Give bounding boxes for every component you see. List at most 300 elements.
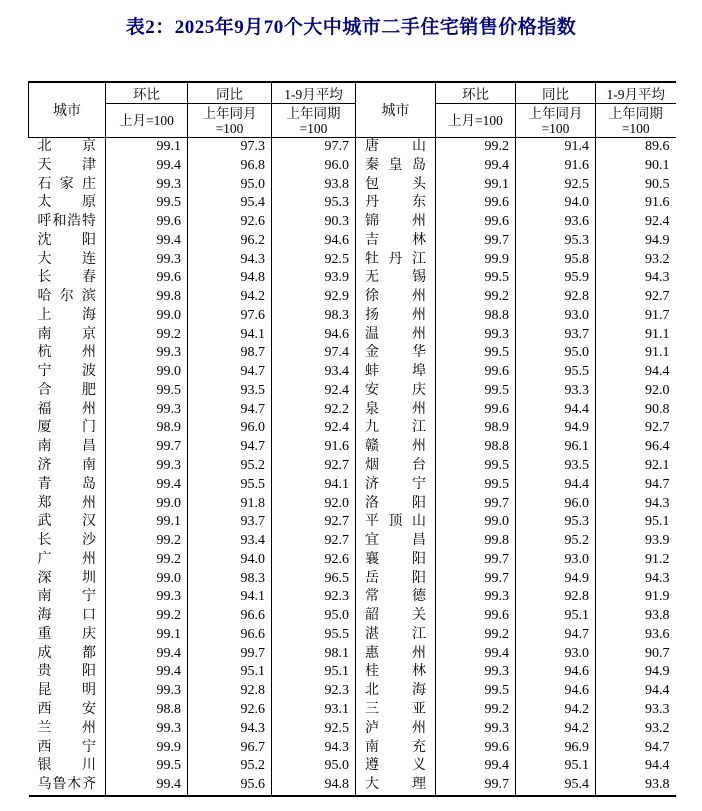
city-name-right: 襄阳 (356, 551, 436, 570)
mom-value-left: 99.4 (106, 645, 188, 664)
yoy-value-left: 93.5 (188, 382, 272, 401)
mom-value-left: 99.2 (106, 551, 188, 570)
avg-value-left: 92.7 (272, 513, 356, 532)
subheader-text: =100 (621, 120, 650, 136)
mom-value-right: 99.5 (436, 269, 516, 288)
city-name-right: 唐山 (356, 138, 436, 157)
mom-value-left: 99.0 (106, 570, 188, 589)
city-name-left: 西安 (29, 701, 106, 720)
mom-value-right: 99.2 (436, 288, 516, 307)
subheader-text: 上月=100 (448, 113, 503, 128)
col-header-city-left: 城市 (29, 82, 106, 138)
avg-value-right: 90.1 (645, 157, 670, 173)
avg-value-left: 95.1 (272, 663, 356, 682)
col-subheader-avg-left (272, 104, 356, 138)
mom-value-left: 99.9 (106, 739, 188, 758)
avg-value-right: 93.8 (645, 608, 670, 624)
avg-value-left: 92.5 (272, 720, 356, 739)
mom-value-left: 99.3 (106, 682, 188, 701)
table-row (29, 776, 676, 796)
table-row (29, 513, 676, 532)
city-name-right: 三亚 (356, 701, 436, 720)
city-name-left: 宁波 (29, 363, 106, 382)
mom-value-right: 99.8 (436, 532, 516, 551)
table-row (29, 176, 676, 195)
table-row (29, 551, 676, 570)
city-name-left: 天津 (29, 157, 106, 176)
avg-value-right: 94.3 (645, 570, 670, 586)
subheader-text: 上年同期 (286, 105, 341, 121)
subheader-text: =100 (299, 120, 328, 136)
mom-value-left: 99.4 (106, 476, 188, 495)
table-row (29, 138, 676, 157)
avg-value-left: 94.6 (272, 232, 356, 251)
mom-value-left: 99.2 (106, 326, 188, 345)
table-row (29, 382, 676, 401)
table-row (29, 495, 676, 514)
city-name-right: 遵义 (356, 757, 436, 776)
city-name-left: 北京 (29, 138, 106, 157)
mom-value-left: 99.7 (106, 438, 188, 457)
col-subheader-avg-right (596, 104, 676, 138)
avg-value-left: 92.9 (272, 288, 356, 307)
mom-value-right: 99.6 (436, 739, 516, 758)
city-name-left: 济南 (29, 457, 106, 476)
yoy-value-right: 94.9 (516, 570, 596, 589)
yoy-value-right: 93.0 (516, 645, 596, 664)
city-name-left: 哈尔滨 (29, 288, 106, 307)
mom-value-left: 99.4 (106, 232, 188, 251)
mom-value-left: 99.3 (106, 251, 188, 270)
avg-value-right: 92.7 (645, 289, 670, 305)
city-name-left: 呼和浩特 (29, 213, 106, 232)
yoy-value-right: 96.9 (516, 739, 596, 758)
yoy-value-right: 94.4 (516, 476, 596, 495)
yoy-value-right: 95.2 (516, 532, 596, 551)
avg-value-right: 90.8 (645, 401, 670, 417)
avg-value-right: 92.4 (645, 214, 670, 230)
yoy-value-left: 96.7 (188, 739, 272, 758)
avg-value-left: 98.1 (272, 645, 356, 664)
yoy-value-right: 93.7 (516, 326, 596, 345)
avg-value-left: 94.1 (272, 476, 356, 495)
yoy-value-left: 98.7 (188, 344, 272, 363)
subheader-text: =100 (541, 120, 570, 136)
mom-value-right: 99.7 (436, 570, 516, 589)
city-name-left: 武汉 (29, 513, 106, 532)
mom-value-right: 99.5 (436, 476, 516, 495)
avg-value-left: 92.2 (272, 401, 356, 420)
mom-value-left: 99.4 (106, 776, 188, 796)
mom-value-right: 99.2 (436, 138, 516, 157)
city-name-right: 包头 (356, 176, 436, 195)
col-header-yoy-right: 同比 (516, 82, 596, 104)
mom-value-right: 99.7 (436, 232, 516, 251)
city-name-right: 九江 (356, 419, 436, 438)
yoy-value-right: 95.8 (516, 251, 596, 270)
avg-value-left: 97.4 (272, 344, 356, 363)
avg-value-right: 91.6 (645, 195, 670, 211)
table-row (29, 194, 676, 213)
city-name-right: 湛江 (356, 626, 436, 645)
yoy-value-left: 95.4 (188, 194, 272, 213)
table-row (29, 363, 676, 382)
mom-value-right: 99.6 (436, 194, 516, 213)
city-name-left: 上海 (29, 307, 106, 326)
yoy-value-left: 95.5 (188, 476, 272, 495)
table-row (29, 157, 676, 176)
avg-value-left: 94.3 (272, 739, 356, 758)
city-name-left: 大连 (29, 251, 106, 270)
yoy-value-left: 91.8 (188, 495, 272, 514)
city-name-right: 泸州 (356, 720, 436, 739)
yoy-value-left: 94.1 (188, 588, 272, 607)
avg-value-right: 94.4 (645, 364, 670, 380)
avg-value-left: 92.4 (272, 382, 356, 401)
mom-value-right: 99.3 (436, 720, 516, 739)
city-name-left: 郑州 (29, 495, 106, 514)
yoy-value-left: 96.2 (188, 232, 272, 251)
avg-value-right: 94.4 (645, 758, 670, 774)
table-row (29, 438, 676, 457)
yoy-value-right: 95.1 (516, 607, 596, 626)
avg-value-left: 93.9 (272, 269, 356, 288)
yoy-value-left: 95.0 (188, 176, 272, 195)
city-name-left: 西宁 (29, 739, 106, 758)
yoy-value-right: 94.2 (516, 701, 596, 720)
yoy-value-left: 99.7 (188, 645, 272, 664)
mom-value-left: 99.6 (106, 213, 188, 232)
city-name-left: 沈阳 (29, 232, 106, 251)
col-header-avg-left: 1-9月平均 (272, 82, 356, 104)
city-name-left: 长春 (29, 269, 106, 288)
table-row (29, 532, 676, 551)
table-row (29, 682, 676, 701)
mom-value-left: 98.9 (106, 419, 188, 438)
city-name-right: 温州 (356, 326, 436, 345)
yoy-value-right: 94.6 (516, 663, 596, 682)
mom-value-right: 99.2 (436, 626, 516, 645)
mom-value-left: 99.6 (106, 269, 188, 288)
mom-value-left: 99.2 (106, 607, 188, 626)
avg-value-right: 93.2 (645, 251, 670, 267)
avg-value-right: 90.7 (645, 645, 670, 661)
mom-value-right: 99.0 (436, 513, 516, 532)
city-name-right: 平顶山 (356, 513, 436, 532)
yoy-value-left: 95.2 (188, 757, 272, 776)
mom-value-left: 99.3 (106, 176, 188, 195)
yoy-value-right: 93.0 (516, 551, 596, 570)
avg-value-left: 98.3 (272, 307, 356, 326)
avg-value-left: 95.0 (272, 757, 356, 776)
avg-value-left: 92.7 (272, 457, 356, 476)
table-row (29, 213, 676, 232)
mom-value-right: 99.2 (436, 701, 516, 720)
yoy-value-left: 96.6 (188, 626, 272, 645)
col-subheader-mom-left (106, 104, 188, 138)
avg-value-right: 90.5 (645, 176, 670, 192)
yoy-value-left: 97.3 (188, 138, 272, 157)
table-row (29, 401, 676, 420)
city-name-right: 桂林 (356, 663, 436, 682)
mom-value-left: 99.0 (106, 307, 188, 326)
city-name-right: 洛阳 (356, 495, 436, 514)
city-name-left: 厦门 (29, 419, 106, 438)
mom-value-right: 99.3 (436, 663, 516, 682)
mom-value-left: 99.0 (106, 495, 188, 514)
city-name-right: 安庆 (356, 382, 436, 401)
mom-value-left: 99.8 (106, 288, 188, 307)
yoy-value-left: 93.7 (188, 513, 272, 532)
avg-value-right: 95.1 (645, 514, 670, 530)
col-header-mom-left: 环比 (106, 82, 188, 104)
city-name-left: 兰州 (29, 720, 106, 739)
city-name-right: 无锡 (356, 269, 436, 288)
yoy-value-right: 94.7 (516, 626, 596, 645)
city-name-right: 金华 (356, 344, 436, 363)
avg-value-left: 92.3 (272, 588, 356, 607)
avg-value-left: 91.6 (272, 438, 356, 457)
yoy-value-right: 96.0 (516, 495, 596, 514)
yoy-value-right: 93.5 (516, 457, 596, 476)
yoy-value-right: 91.4 (516, 138, 596, 157)
city-name-left: 太原 (29, 194, 106, 213)
table-row (29, 645, 676, 664)
avg-value-left: 97.7 (272, 138, 356, 157)
subheader-text: 上年同月 (528, 105, 583, 121)
mom-value-left: 99.5 (106, 194, 188, 213)
table-row (29, 288, 676, 307)
mom-value-left: 99.5 (106, 382, 188, 401)
city-name-right: 扬州 (356, 307, 436, 326)
avg-value-right: 91.7 (645, 307, 670, 323)
table-row (29, 326, 676, 345)
avg-value-right: 94.3 (645, 495, 670, 511)
avg-value-right: 94.7 (645, 739, 670, 755)
table-row (29, 419, 676, 438)
avg-value-left: 94.8 (272, 776, 356, 796)
avg-value-right: 94.4 (645, 683, 670, 699)
yoy-value-left: 95.2 (188, 457, 272, 476)
avg-value-right: 93.6 (645, 626, 670, 642)
city-name-right: 蚌埠 (356, 363, 436, 382)
avg-value-left: 93.8 (272, 176, 356, 195)
city-name-left: 南京 (29, 326, 106, 345)
mom-value-right: 99.6 (436, 401, 516, 420)
avg-value-left: 96.0 (272, 157, 356, 176)
mom-value-right: 99.5 (436, 682, 516, 701)
city-name-right: 常德 (356, 588, 436, 607)
avg-value-right: 93.2 (645, 720, 670, 736)
yoy-value-right: 95.4 (516, 776, 596, 796)
yoy-value-right: 93.6 (516, 213, 596, 232)
yoy-value-left: 94.1 (188, 326, 272, 345)
subheader-text: 上年同期 (608, 105, 663, 121)
col-header-city-right: 城市 (356, 82, 436, 138)
mom-value-right: 99.5 (436, 382, 516, 401)
avg-value-right: 91.2 (645, 551, 670, 567)
avg-value-right: 93.8 (645, 777, 670, 793)
avg-value-left: 92.5 (272, 251, 356, 270)
table-row (29, 307, 676, 326)
table-row (29, 232, 676, 251)
city-name-left: 合肥 (29, 382, 106, 401)
yoy-value-left: 96.0 (188, 419, 272, 438)
city-name-right: 惠州 (356, 645, 436, 664)
avg-value-left: 92.7 (272, 532, 356, 551)
mom-value-left: 99.3 (106, 720, 188, 739)
mom-value-left: 99.4 (106, 157, 188, 176)
yoy-value-right: 94.9 (516, 419, 596, 438)
city-name-left: 昆明 (29, 682, 106, 701)
subheader-text: 上年同月 (202, 105, 257, 121)
avg-value-right: 94.7 (645, 476, 670, 492)
mom-value-right: 99.7 (436, 776, 516, 796)
mom-value-left: 99.5 (106, 757, 188, 776)
avg-value-right: 94.3 (645, 270, 670, 286)
yoy-value-left: 94.0 (188, 551, 272, 570)
avg-value-right: 91.1 (645, 345, 670, 361)
avg-value-right: 94.9 (645, 232, 670, 248)
city-name-right: 北海 (356, 682, 436, 701)
city-name-right: 烟台 (356, 457, 436, 476)
yoy-value-left: 95.6 (188, 776, 272, 796)
city-name-left: 青岛 (29, 476, 106, 495)
table-row (29, 663, 676, 682)
mom-value-right: 99.1 (436, 176, 516, 195)
avg-value-left: 93.1 (272, 701, 356, 720)
table-row (29, 476, 676, 495)
avg-value-right: 96.4 (645, 439, 670, 455)
page-title: 表2：2025年9月70个大中城市二手住宅销售价格指数 (125, 17, 577, 38)
mom-value-right: 99.7 (436, 551, 516, 570)
mom-value-right: 99.5 (436, 457, 516, 476)
table-row (29, 588, 676, 607)
table-row (29, 269, 676, 288)
avg-value-left: 92.3 (272, 682, 356, 701)
city-name-left: 福州 (29, 401, 106, 420)
table-row (29, 626, 676, 645)
avg-value-left: 92.0 (272, 495, 356, 514)
city-name-right: 韶关 (356, 607, 436, 626)
city-name-right: 丹东 (356, 194, 436, 213)
yoy-value-right: 92.5 (516, 176, 596, 195)
yoy-value-right: 93.0 (516, 307, 596, 326)
avg-value-left: 96.5 (272, 570, 356, 589)
city-name-right: 锦州 (356, 213, 436, 232)
city-name-left: 重庆 (29, 626, 106, 645)
col-subheader-yoy-left (188, 104, 272, 138)
avg-value-right: 91.9 (645, 589, 670, 605)
city-name-right: 济宁 (356, 476, 436, 495)
col-subheader-yoy-right (516, 104, 596, 138)
mom-value-right: 99.4 (436, 645, 516, 664)
yoy-value-left: 97.6 (188, 307, 272, 326)
table-body (29, 138, 676, 796)
yoy-value-right: 92.8 (516, 588, 596, 607)
mom-value-left: 98.8 (106, 701, 188, 720)
avg-value-left: 90.3 (272, 213, 356, 232)
yoy-value-left: 95.1 (188, 663, 272, 682)
yoy-value-right: 95.5 (516, 363, 596, 382)
city-name-left: 南昌 (29, 438, 106, 457)
mom-value-right: 99.5 (436, 344, 516, 363)
mom-value-right: 99.6 (436, 213, 516, 232)
mom-value-left: 99.1 (106, 513, 188, 532)
mom-value-left: 99.4 (106, 663, 188, 682)
table-row (29, 720, 676, 739)
city-name-right: 南充 (356, 739, 436, 758)
table-row (29, 344, 676, 363)
col-header-yoy-left: 同比 (188, 82, 272, 104)
avg-value-left: 93.4 (272, 363, 356, 382)
city-name-left: 海口 (29, 607, 106, 626)
avg-value-right: 93.9 (645, 533, 670, 549)
mom-value-left: 99.1 (106, 138, 188, 157)
mom-value-right: 99.6 (436, 607, 516, 626)
city-name-left: 南宁 (29, 588, 106, 607)
mom-value-left: 99.3 (106, 457, 188, 476)
city-name-left: 深圳 (29, 570, 106, 589)
mom-value-left: 99.3 (106, 588, 188, 607)
city-name-right: 大理 (356, 776, 436, 796)
mom-value-right: 99.6 (436, 363, 516, 382)
mom-value-right: 99.3 (436, 326, 516, 345)
mom-value-left: 99.3 (106, 401, 188, 420)
mom-value-right: 98.8 (436, 307, 516, 326)
city-name-right: 徐州 (356, 288, 436, 307)
mom-value-right: 99.9 (436, 251, 516, 270)
city-name-left: 贵阳 (29, 663, 106, 682)
mom-value-right: 98.8 (436, 438, 516, 457)
mom-value-left: 99.2 (106, 532, 188, 551)
yoy-value-left: 94.7 (188, 438, 272, 457)
avg-value-right: 94.9 (645, 664, 670, 680)
avg-value-left: 95.3 (272, 194, 356, 213)
city-name-left: 长沙 (29, 532, 106, 551)
col-header-mom-right: 环比 (436, 82, 516, 104)
col-subheader-mom-right (436, 104, 516, 138)
yoy-value-left: 94.7 (188, 363, 272, 382)
yoy-value-right: 94.4 (516, 401, 596, 420)
mom-value-right: 99.4 (436, 757, 516, 776)
city-name-right: 吉林 (356, 232, 436, 251)
avg-value-right: 89.6 (645, 139, 670, 154)
avg-value-left: 95.0 (272, 607, 356, 626)
price-index-table (28, 81, 676, 797)
mom-value-right: 99.7 (436, 495, 516, 514)
yoy-value-left: 94.3 (188, 251, 272, 270)
table-row (29, 739, 676, 758)
col-header-avg-right: 1-9月平均 (596, 82, 676, 104)
table-row (29, 757, 676, 776)
yoy-value-right: 95.0 (516, 344, 596, 363)
yoy-value-left: 94.7 (188, 401, 272, 420)
yoy-value-left: 92.6 (188, 213, 272, 232)
yoy-value-left: 98.3 (188, 570, 272, 589)
yoy-value-left: 96.6 (188, 607, 272, 626)
mom-value-left: 99.0 (106, 363, 188, 382)
mom-value-right: 98.9 (436, 419, 516, 438)
mom-value-left: 99.1 (106, 626, 188, 645)
avg-value-right: 91.1 (645, 326, 670, 342)
avg-value-right: 92.7 (645, 420, 670, 436)
city-name-left: 银川 (29, 757, 106, 776)
mom-value-right: 99.3 (436, 588, 516, 607)
yoy-value-right: 94.2 (516, 720, 596, 739)
mom-value-left: 99.3 (106, 344, 188, 363)
city-name-left: 石家庄 (29, 176, 106, 195)
